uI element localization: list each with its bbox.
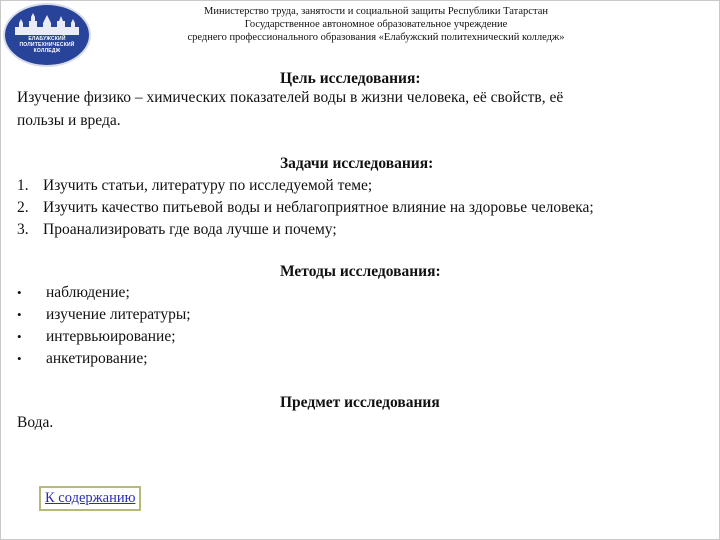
subject-heading: Предмет исследования xyxy=(280,394,440,411)
list-item: 2. Изучить качество питьевой воды и неблагоприятное влияние на здоровье человека; xyxy=(17,199,594,216)
list-item: • интервьюирование; xyxy=(17,326,191,348)
tasks-list xyxy=(17,175,594,241)
list-item: • изучение литературы; xyxy=(17,304,191,326)
bullet-icon: • xyxy=(17,285,22,300)
bullet-icon: • xyxy=(17,329,22,344)
subject-text: Вода. xyxy=(17,414,54,431)
college-logo xyxy=(3,3,91,67)
goal-heading: Цель исследования: xyxy=(280,70,421,87)
goal-text-line: пользы и вреда. xyxy=(17,112,121,129)
list-item: 3. Проанализировать где вода лучше и почему; xyxy=(17,221,337,238)
header-line: Министерство труда, занятости и социальной защиты Республики Татарстан xyxy=(204,6,548,17)
list-item: • анкетирование; xyxy=(17,348,191,370)
bullet-icon: • xyxy=(17,307,22,322)
tasks-heading: Задачи исследования: xyxy=(280,155,434,172)
header-line: среднего профессионального образования «Елабужский политехнический колледж» xyxy=(187,32,565,43)
ministry-header xyxy=(121,5,631,44)
kremlin-silhouette-icon xyxy=(5,5,89,65)
goal-text-line: Изучение физико – химических показателей воды в жизни человека, её свойств, её xyxy=(17,89,564,106)
table-of-contents-link[interactable]: К содержанию xyxy=(39,486,141,511)
logo-text-line: ЕЛАБУЖСКИЙ xyxy=(28,36,66,42)
logo-text-line: КОЛЛЕДЖ xyxy=(33,48,61,54)
header-line: Государственное автономное образовательное учреждение xyxy=(244,19,508,30)
list-item: • наблюдение; xyxy=(17,282,191,304)
bullet-icon: • xyxy=(17,351,22,366)
list-item: 1. Изучить статьи, литературу по исследуемой теме; xyxy=(17,177,373,194)
logo-text-line: ПОЛИТЕХНИЧЕСКИЙ xyxy=(19,42,75,48)
methods-heading: Методы исследования: xyxy=(280,263,441,280)
methods-list xyxy=(17,282,191,370)
